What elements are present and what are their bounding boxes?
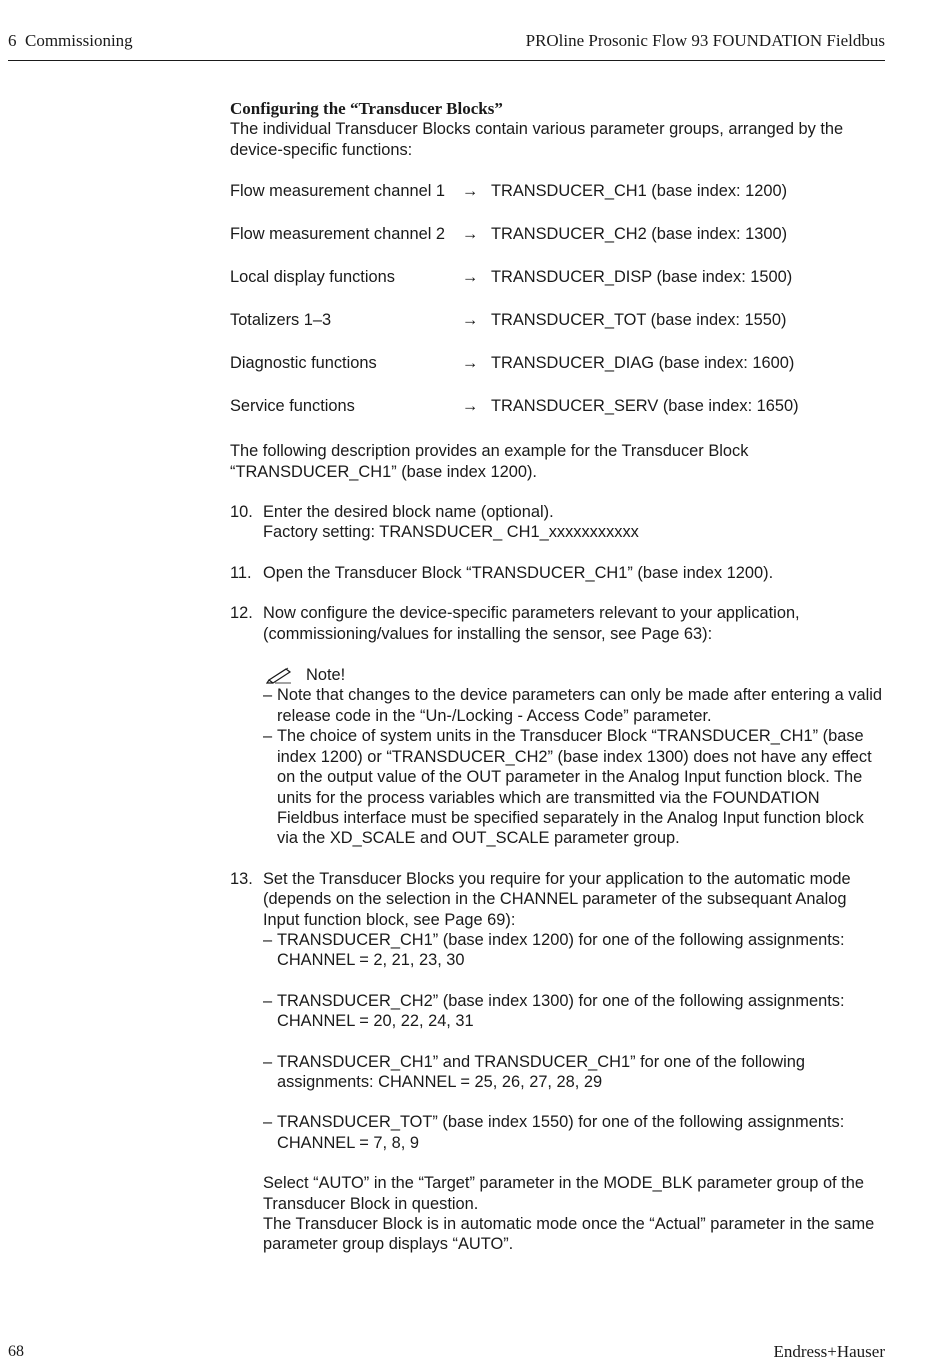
steps-list <box>230 502 885 1255</box>
dash-marker: – <box>263 1052 273 1071</box>
step-text: Set the Transducer Blocks you require for your application to the automatic mode (depends on the selection in the CHANNEL parameter of the subsequant Analog Input function block, see Page 69): <box>263 869 851 929</box>
note-item <box>263 726 885 848</box>
header-divider <box>8 60 885 61</box>
mapping-row <box>230 224 885 267</box>
arrow-icon: → <box>462 354 479 373</box>
assignment-item <box>263 930 885 971</box>
mapping-row <box>230 353 885 396</box>
assignment-item <box>263 1112 885 1153</box>
mapping-row <box>230 181 885 224</box>
step-10 <box>230 502 885 543</box>
dash-marker: – <box>263 991 273 1010</box>
block-name: TRANSDUCER_SERV (base index: 1650) <box>491 397 799 416</box>
note-item <box>263 685 885 726</box>
dash-marker: – <box>263 686 273 705</box>
main-content <box>230 99 885 1275</box>
arrow-icon: → <box>462 225 479 244</box>
dash-marker: – <box>263 727 273 746</box>
note-text: The choice of system units in the Transducer Block “TRANSDUCER_CH1” (base index 1200) or “TRANSDUCER_CH2” (base index 1300) does not have any effect on the output value of the OUT parameter in the Analog Input function block. The units for the process variables which are transmitted via the FOUNDATION Fieldbus interface must be specified separately in the Analog Input function block via the XD_SCALE and OUT_SCALE parameter group. <box>277 727 872 848</box>
block-name: TRANSDUCER_CH1 (base index: 1200) <box>491 182 788 201</box>
assignment-text: TRANSDUCER_CH1” (base index 1200) for one of the following assignments: CHANNEL = 2, 21, 23, 30 <box>277 930 845 970</box>
mapping-row <box>230 267 885 310</box>
closing-text: Select “AUTO” in the “Target” parameter in the MODE_BLK parameter group of the Transducer Block in question. <box>263 1174 864 1213</box>
step-number: 11. <box>230 563 252 582</box>
step-12 <box>230 603 885 848</box>
factory-setting: Factory setting: TRANSDUCER_ CH1_xxxxxxxxxxx <box>263 523 639 542</box>
arrow-icon: → <box>462 268 479 287</box>
function-name: Diagnostic functions <box>230 354 377 373</box>
brand-logo: Endress+Hauser <box>773 1342 885 1361</box>
dash-marker: – <box>263 930 273 949</box>
assignment-item <box>263 991 885 1032</box>
step-text: Now configure the device-specific parameters relevant to your application, (commissioning/values for installing the sensor, see Page 63): <box>263 604 800 643</box>
section-title: 6 Commissioning <box>8 31 133 50</box>
intro-text: The individual Transducer Blocks contain various parameter groups, arranged by the device-specific functions: <box>230 120 844 159</box>
note-label: Note! <box>306 666 346 685</box>
mapping-row <box>230 310 885 353</box>
step-text: Open the Transducer Block “TRANSDUCER_CH1” (base index 1200). <box>263 563 774 582</box>
function-name: Flow measurement channel 1 <box>230 182 446 201</box>
block-name: TRANSDUCER_TOT (base index: 1550) <box>491 311 787 330</box>
arrow-icon: → <box>462 397 479 416</box>
step-13 <box>230 869 885 1255</box>
function-name: Flow measurement channel 2 <box>230 225 446 244</box>
block-name: TRANSDUCER_DIAG (base index: 1600) <box>491 354 795 373</box>
page-number: 68 <box>8 1343 24 1360</box>
mapping-row <box>230 396 885 439</box>
product-title: PROline Prosonic Flow 93 FOUNDATION Fieldbus <box>525 31 885 50</box>
step-number: 10. <box>230 503 253 522</box>
assignment-text: TRANSDUCER_CH2” (base index 1300) for one of the following assignments: CHANNEL = 20, 22, 24, 31 <box>277 991 845 1031</box>
step-number: 13. <box>230 869 253 888</box>
closing-text: The Transducer Block is in automatic mode once the “Actual” parameter in the same parameter group displays “AUTO”. <box>263 1215 875 1254</box>
assignment-item <box>263 1052 885 1093</box>
block-mapping-table <box>230 181 885 439</box>
step-text: Enter the desired block name (optional). <box>263 503 554 522</box>
block-name: TRANSDUCER_CH2 (base index: 1300) <box>491 225 788 244</box>
section-heading: Configuring the “Transducer Blocks” <box>230 99 503 118</box>
function-name: Service functions <box>230 397 355 416</box>
dash-marker: – <box>263 1113 273 1132</box>
pencil-note-icon <box>266 666 294 684</box>
step-number: 12. <box>230 604 253 623</box>
function-name: Totalizers 1–3 <box>230 311 332 330</box>
example-paragraph: The following description provides an example for the Transducer Block “TRANSDUCER_CH1” (base index 1200). <box>230 442 749 481</box>
arrow-icon: → <box>462 311 479 330</box>
arrow-icon: → <box>462 182 479 201</box>
step-11 <box>230 563 885 583</box>
block-name: TRANSDUCER_DISP (base index: 1500) <box>491 268 793 287</box>
assignment-text: TRANSDUCER_CH1” and TRANSDUCER_CH1” for one of the following assignments: CHANNEL = 25, 26, 27, 28, 29 <box>277 1052 806 1091</box>
note-text: Note that changes to the device parameters can only be made after entering a valid release code in the “Un-/Locking - Access Code” parameter. <box>277 686 882 725</box>
function-name: Local display functions <box>230 268 395 287</box>
assignment-text: TRANSDUCER_TOT” (base index 1550) for one of the following assignments: CHANNEL = 7, 8, 9 <box>277 1113 845 1152</box>
note-header <box>266 665 885 685</box>
note-list <box>263 685 885 848</box>
